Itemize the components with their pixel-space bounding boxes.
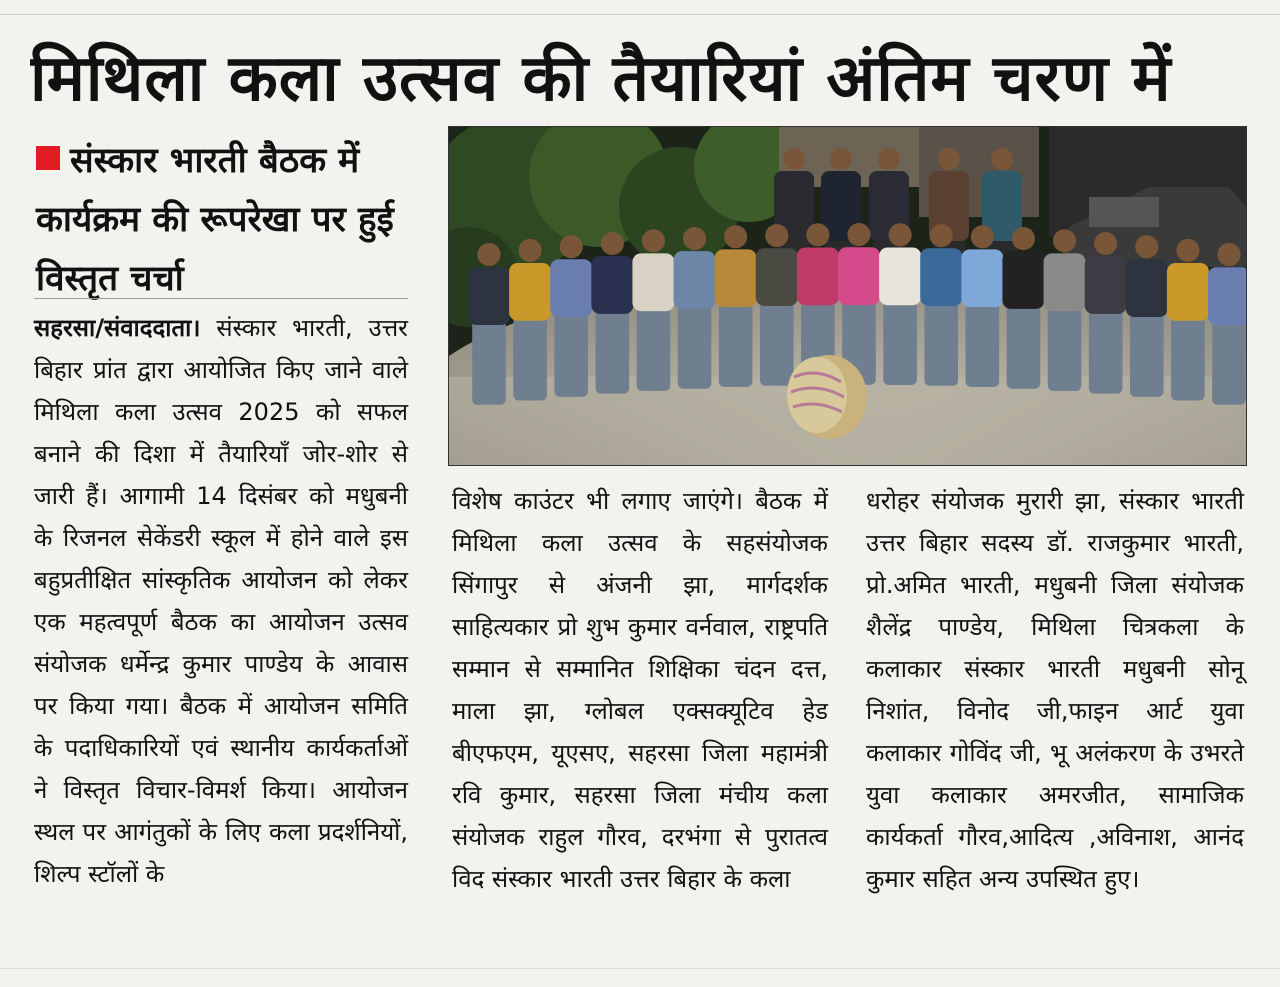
article-column-2: विशेष काउंटर भी लगाए जाएंगे। बैठक में मिथिला कला उत्सव के सहसंयोजक सिंगापुर से अंजनी झा, मार्गदर्शक साहित्यकार प्रो शुभ कुमार वर्नवाल, राष्ट्रपति सम्मान से सम्मानित शिक्षिका चंदन दत्त, माला झा, ग्लोबल एक्सक्यूटिव हेड बीएफएम, यूएसए, सहरसा जिला महामंत्री रवि कुमार, सहरसा जिला मंचीय कला संयोजक राहुल गौरव, दरभंगा से पुरातत्व विद संस्कार भारती उत्तर बिहार के कला [452, 487, 828, 893]
column-1-text: संस्कार भारती, उत्तर बिहार प्रांत द्वारा आयोजित किए जाने वाले मिथिला कला उत्सव 2025 को सफल बनाने की दिशा में तैयारियाँ जोर-शोर से जारी हैं। आगामी 14 दिसंबर को मधुबनी के रिजनल सेकेंडरी स्कूल में होने वाले इस बहुप्रतीक्षित सांस्कृतिक आयोजन को लेकर एक महत्वपूर्ण बैठक का आयोजन उत्सव संयोजक धर्मेन्द्र कुमार पाण्डेय के आवास पर किया गया। बैठक में आयोजन समिति के पदाधिकारियों एवं स्थानीय कार्यकर्ताओं ने विस्तृत विचार-विमर्श किया। आयोजन स्थल पर आगंतुकों के लिए कला प्रदर्शनियों, शिल्प स्टॉलों के [34, 314, 408, 888]
byline: सहरसा/संवाददाता। [34, 314, 201, 342]
headline: मिथिला कला उत्सव की तैयारियां अंतिम चरण में [30, 42, 1172, 116]
group-photo [448, 126, 1247, 466]
red-square-bullet-icon [36, 146, 60, 170]
article-column-3: धरोहर संयोजक मुरारी झा, संस्कार भारती उत्तर बिहार सदस्य डॉ. राजकुमार भारती, प्रो.अमित भारती, मधुबनी जिला संयोजक शैलेंद्र पाण्डेय, मिथिला चित्रकला के कलाकार संस्कार भारती मधुबनी सोनू निशांत, विनोद जी,फाइन आर्ट युवा कलाकार गोविंद जी, भू अलंकरण के उभरते युवा कलाकार अमरजीत, सामाजिक कार्यकर्ता गौरव,आदित्य ,अविनाश, आनंद कुमार सहित अन्य उपस्थित हुए। [866, 487, 1244, 893]
next-article-strip [0, 968, 1280, 987]
divider-line [34, 298, 408, 299]
article-column-1 [34, 307, 408, 895]
previous-article-strip [0, 0, 1280, 15]
subheadline [36, 132, 416, 309]
subheadline-text: संस्कार भारती बैठक में कार्यक्रम की रूपरेखा पर हुई विस्तृत चर्चा [36, 141, 394, 299]
group-photo-illustration [449, 127, 1246, 465]
